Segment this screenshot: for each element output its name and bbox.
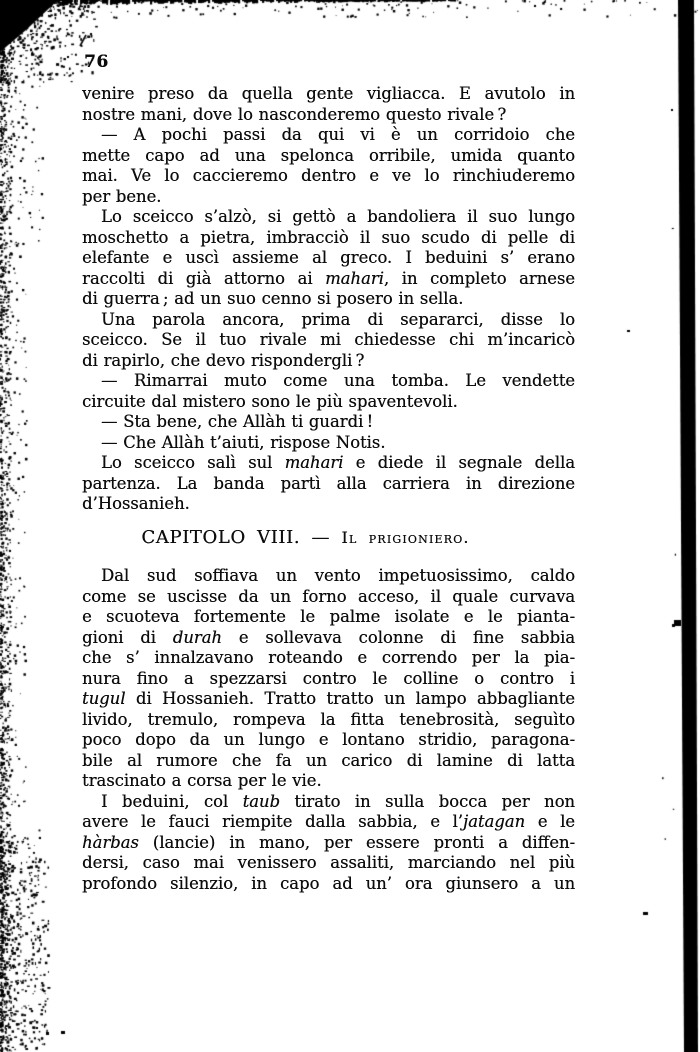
text-line: moschetto a pietra, imbracciò il suo scudo di pelle di xyxy=(82,227,575,247)
italic-term: durah xyxy=(172,627,222,647)
chapter-number: CAPITOLO VIII. xyxy=(141,526,301,548)
text-line: sceicco. Se il tuo rivale mi chiedesse chi m’incaricò xyxy=(82,330,575,349)
text-line: d’Hossanieh. xyxy=(82,494,190,513)
text-line: livido, tremulo, rompeva la fitta tenebrosità, seguìto xyxy=(82,709,575,729)
text-line: circuite dal mistero sono le più spaventevoli. xyxy=(82,391,458,411)
body-text-after-heading xyxy=(82,566,575,894)
text-line: di rapirlo, che devo rispondergli ? xyxy=(82,350,365,370)
paragraph xyxy=(82,453,575,515)
italic-term: hàrbas xyxy=(82,832,139,852)
text-line: elefante e uscì assieme al greco. I beduini s’ erano xyxy=(82,248,575,267)
text-line: per bene. xyxy=(82,186,162,206)
italic-term: taub xyxy=(242,791,280,811)
heading-separator: — xyxy=(311,526,330,548)
text-line: trascinato a corsa per le vie. xyxy=(82,771,322,790)
text-line: — A pochi passi da qui vi è un corridoio che xyxy=(101,125,575,144)
paragraph xyxy=(82,371,575,412)
body-text-before-heading xyxy=(82,84,575,515)
text-line: I beduini, col taub tirato in sulla bocca per non xyxy=(101,791,575,811)
text-line: partenza. La banda partì alla carriera in direzione xyxy=(82,473,575,493)
text-line: mette capo ad una spelonca orribile, umida quanto xyxy=(82,145,575,165)
text-line: profondo silenzio, in capo ad un’ ora giunsero a un xyxy=(82,873,575,893)
text-line: di guerra ; ad un suo cenno si posero in sella. xyxy=(82,289,464,308)
paragraph xyxy=(82,433,575,454)
text-line: venire preso da quella gente vigliacca. E avutolo in xyxy=(82,84,575,103)
italic-term: mahari xyxy=(284,453,344,472)
italic-term: tugul xyxy=(82,689,126,708)
text-line: che s’ innalzavano roteando e correndo per la pia- xyxy=(82,648,575,667)
text-line: nura fino a spezzarsi contro le colline o contro i xyxy=(82,668,575,688)
text-line: Lo sceicco s’alzò, si gettò a bandoliera il suo lungo xyxy=(101,207,575,226)
paragraph xyxy=(82,792,575,895)
paragraph xyxy=(82,310,575,372)
text-line: nostre mani, dove lo nasconderemo questo rivale ? xyxy=(82,104,507,124)
text-line: bile al rumore che fa un carico di lamine di latta xyxy=(82,750,575,770)
text-line: poco dopo da un lungo e lontano stridio, paragona- xyxy=(82,730,575,749)
text-line: — Sta bene, che Allàh ti guardi ! xyxy=(101,412,374,431)
page-number: 76 xyxy=(84,52,109,72)
chapter-title: Il prigioniero. xyxy=(341,527,470,547)
paragraph xyxy=(82,84,575,125)
text-line: dersi, caso mai venissero assaliti, marciando nel più xyxy=(82,853,575,872)
italic-term: jatagan xyxy=(463,812,526,831)
text-line: Lo sceicco salì sul mahari e diede il segnale della xyxy=(101,453,575,472)
text-block xyxy=(82,84,575,894)
text-line: — Rimarrai muto come una tomba. Le vendette xyxy=(101,371,575,390)
text-line: tugul di Hossanieh. Tratto tratto un lampo abbagliante xyxy=(82,689,575,708)
chapter-heading xyxy=(59,528,552,549)
text-line: raccolti di già attorno ai mahari, in completo arnese xyxy=(82,268,575,288)
text-line: Dal sud soffiava un vento impetuosissimo, caldo xyxy=(101,566,575,585)
paragraph xyxy=(82,125,575,207)
text-line: come se uscisse da un forno acceso, il quale curvava xyxy=(82,586,575,606)
text-line: Una parola ancora, prima di separarci, disse lo xyxy=(101,309,575,329)
italic-term: mahari xyxy=(325,268,384,288)
text-line: avere le fauci riempite dalla sabbia, e l’jatagan e le xyxy=(82,812,576,831)
text-line: — Che Allàh t’aiuti, rispose Notis. xyxy=(101,432,386,452)
text-line: hàrbas (lancie) in mano, per essere pronti a diffen- xyxy=(82,832,575,852)
text-line: mai. Ve lo caccieremo dentro e ve lo rinchiuderemo xyxy=(82,166,575,185)
text-line: e scuoteva fortemente le palme isolate e le pianta- xyxy=(82,607,575,626)
paragraph xyxy=(82,412,575,433)
paragraph xyxy=(82,207,575,310)
text-line: gioni di durah e sollevava colonne di fine sabbia xyxy=(82,627,575,647)
paragraph xyxy=(82,566,575,792)
